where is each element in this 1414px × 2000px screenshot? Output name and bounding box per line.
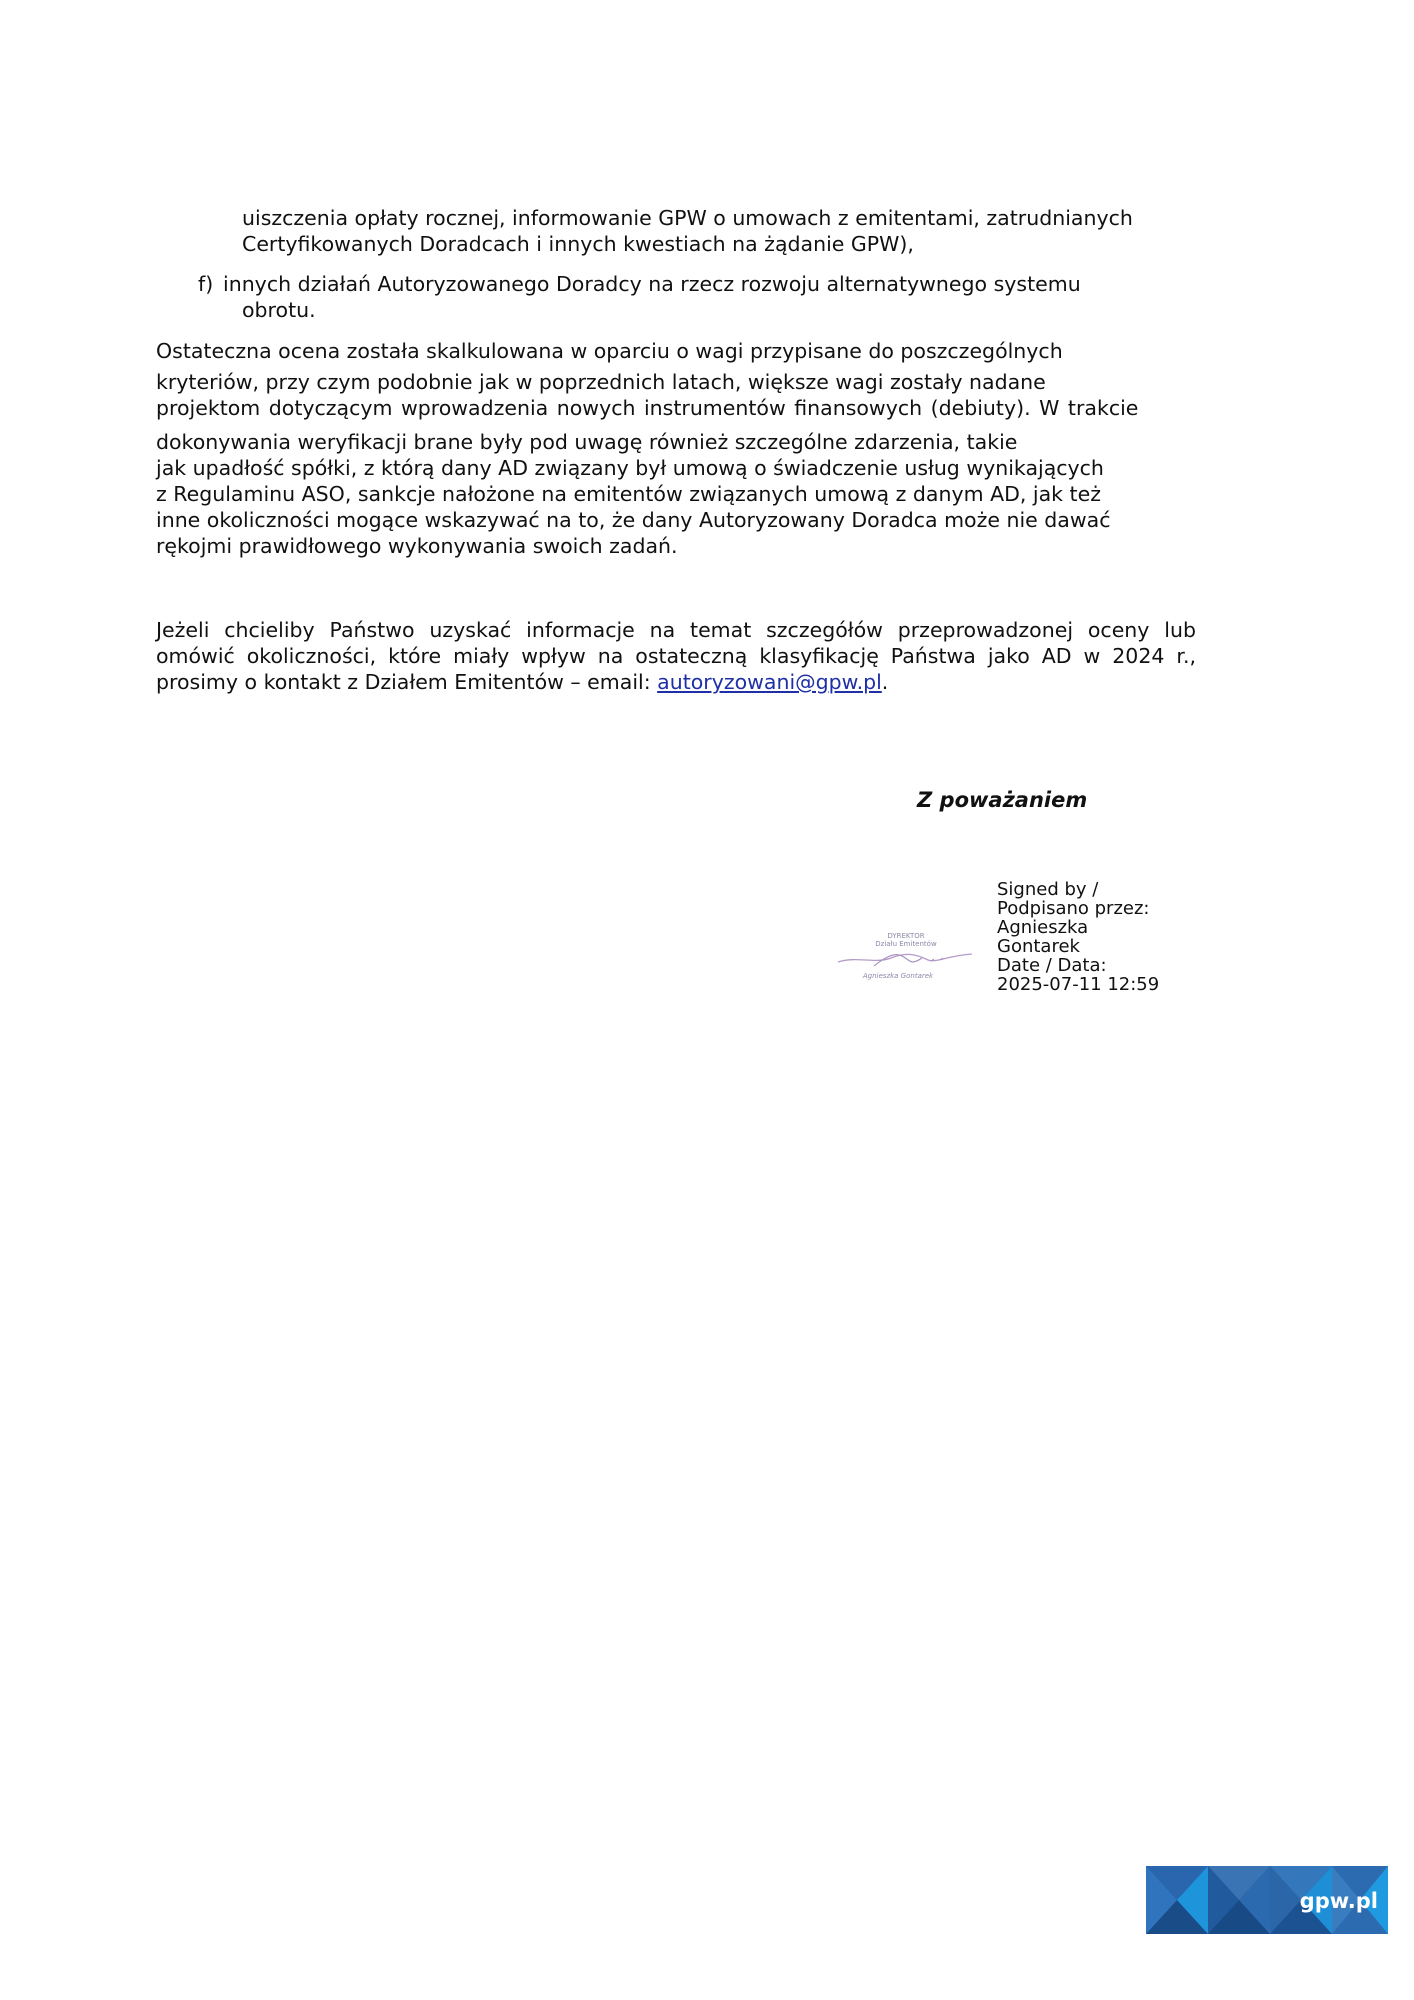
text-line — [156, 669, 1196, 695]
list-item-e-continuation — [242, 205, 1242, 257]
signature-line: Signed by / — [997, 879, 1099, 900]
text-line: dokonywania weryfikacji brane były pod uwagę również szczególne zdarzenia, takie — [156, 430, 1018, 454]
text-line: inne okoliczności mogące wskazywać na to, że dany Autoryzowany Doradca może nie dawać — [156, 508, 1111, 532]
text-line: omówić okoliczności, które miały wpływ na ostateczną klasyfikację Państwa jako AD w 2024 r., — [156, 644, 1196, 668]
handwritten-signature — [836, 928, 976, 988]
contact-suffix: . — [881, 670, 889, 694]
signature-line: Podpisano przez: — [997, 898, 1150, 919]
list-label: f) — [198, 272, 214, 296]
text-line: Certyfikowanych Doradcach i innych kwestiach na żądanie GPW), — [242, 232, 914, 256]
signature-line: 2025-07-11 12:59 — [997, 974, 1160, 995]
gpw-logo — [1146, 1866, 1388, 1934]
text-line: uiszczenia opłaty rocznej, informowanie GPW o umowach z emitentami, zatrudnianych — [242, 206, 1133, 230]
stamp-title: DYREKTOR — [887, 932, 925, 940]
text-line: obrotu. — [242, 298, 316, 322]
text-line: innych działań Autoryzowanego Doradcy na rzecz rozwoju alternatywnego systemu — [223, 272, 1081, 296]
email-link[interactable]: autoryzowani@gpw.pl — [657, 670, 882, 694]
paragraph-evaluation — [156, 338, 1206, 559]
closing-greeting: Z poważaniem — [917, 788, 1088, 812]
stamp-name: Agnieszka Gontarek — [862, 972, 934, 980]
stamp-department: Działu Emitentów — [875, 940, 937, 948]
text-line: z Regulaminu ASO, sankcje nałożone na emitentów związanych umową z danym AD, jak też — [156, 482, 1101, 506]
signature-line: Gontarek — [997, 936, 1080, 957]
digital-signature-info — [997, 880, 1159, 994]
text-line: Jeżeli chcieliby Państwo uzyskać informacje na temat szczegółów przeprowadzonej oceny lub — [156, 618, 1196, 642]
text-line: jak upadłość spółki, z którą dany AD związany był umową o świadczenie usług wynikających — [156, 456, 1104, 480]
paragraph-contact — [156, 617, 1196, 695]
list-item-f — [198, 271, 1198, 323]
signature-line: Date / Data: — [997, 955, 1107, 976]
text-line: kryteriów, przy czym podobnie jak w poprzednich latach, większe wagi zostały nadane — [156, 370, 1046, 394]
contact-prefix: prosimy o kontakt z Działem Emitentów – email: — [156, 670, 658, 694]
text-line: projektom dotyczącym wprowadzenia nowych instrumentów finansowych (debiuty). W trakcie — [156, 396, 1139, 420]
signature-line: Agnieszka — [997, 917, 1089, 938]
logo-text: gpw.pl — [1299, 1889, 1378, 1913]
text-line: Ostateczna ocena została skalkulowana w oparciu o wagi przypisane do poszczególnych — [156, 339, 1063, 363]
text-line: rękojmi prawidłowego wykonywania swoich zadań. — [156, 534, 678, 558]
